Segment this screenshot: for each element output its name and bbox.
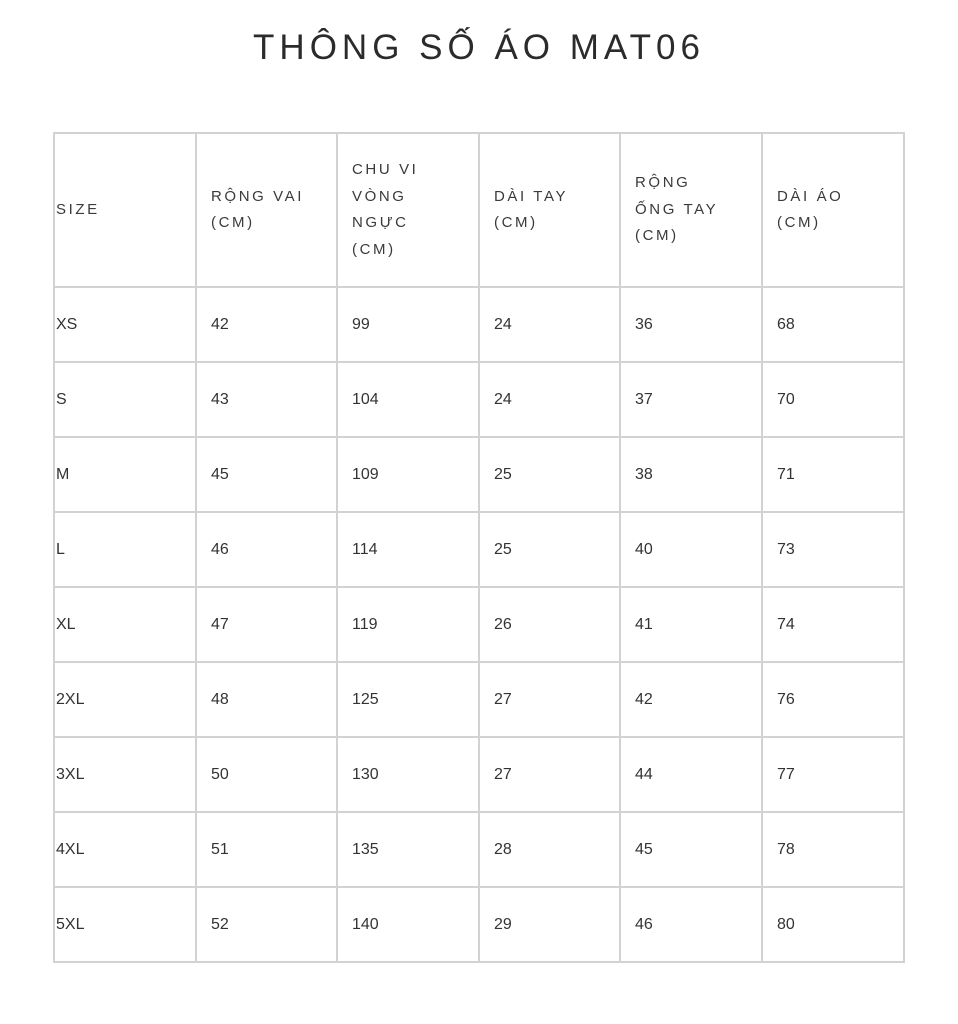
- cell-size: 3XL: [54, 737, 196, 812]
- cell-chest-circumference: 130: [337, 737, 479, 812]
- cell-shoulder-width: 48: [196, 662, 337, 737]
- cell-chest-circumference: 140: [337, 887, 479, 962]
- header-shirt-length: [762, 133, 904, 287]
- cell-chest-circumference: 99: [337, 287, 479, 362]
- cell-sleeve-length: 24: [479, 287, 620, 362]
- header-line: (CM): [352, 240, 396, 258]
- cell-chest-circumference: 135: [337, 812, 479, 887]
- cell-shoulder-width: 43: [196, 362, 337, 437]
- cell-shirt-length: 73: [762, 512, 904, 587]
- cell-size: 4XL: [54, 812, 196, 887]
- cell-size: L: [54, 512, 196, 587]
- cell-sleeve-length: 27: [479, 662, 620, 737]
- cell-shirt-length: 76: [762, 662, 904, 737]
- table-row: [54, 887, 904, 962]
- table-row: [54, 362, 904, 437]
- table-row: [54, 662, 904, 737]
- cell-size: XS: [54, 287, 196, 362]
- table-row: [54, 812, 904, 887]
- cell-chest-circumference: 114: [337, 512, 479, 587]
- cell-sleeve-length: 25: [479, 512, 620, 587]
- cell-sleeve-width: 45: [620, 812, 762, 887]
- cell-size: M: [54, 437, 196, 512]
- cell-shirt-length: 78: [762, 812, 904, 887]
- size-chart-table: [53, 132, 905, 963]
- cell-shoulder-width: 42: [196, 287, 337, 362]
- header-line: VÒNG: [352, 187, 407, 205]
- cell-chest-circumference: 125: [337, 662, 479, 737]
- cell-size: 2XL: [54, 662, 196, 737]
- cell-shirt-length: 70: [762, 362, 904, 437]
- cell-shoulder-width: 52: [196, 887, 337, 962]
- cell-shirt-length: 71: [762, 437, 904, 512]
- header-chest-circumference: [337, 133, 479, 287]
- header-line: (CM): [777, 214, 821, 231]
- header-line: RỘNG: [635, 174, 691, 192]
- cell-shirt-length: 74: [762, 587, 904, 662]
- cell-size: XL: [54, 587, 196, 662]
- cell-sleeve-width: 37: [620, 362, 762, 437]
- cell-sleeve-length: 28: [479, 812, 620, 887]
- cell-shirt-length: 68: [762, 287, 904, 362]
- cell-sleeve-length: 25: [479, 437, 620, 512]
- cell-sleeve-length: 26: [479, 587, 620, 662]
- cell-size: S: [54, 362, 196, 437]
- header-line: CHU VI: [352, 161, 419, 178]
- table-row: [54, 287, 904, 362]
- cell-chest-circumference: 109: [337, 437, 479, 512]
- header-line: (CM): [494, 214, 538, 231]
- header-line: (CM): [211, 214, 255, 231]
- cell-sleeve-width: 42: [620, 662, 762, 737]
- header-line: RỘNG VAI: [211, 187, 305, 205]
- cell-sleeve-width: 40: [620, 512, 762, 587]
- header-line: DÀI TAY: [494, 187, 569, 205]
- header-line: ỐNG TAY: [635, 200, 719, 218]
- header-line: (CM): [635, 227, 679, 245]
- cell-sleeve-length: 24: [479, 362, 620, 437]
- header-line: NGỰC: [352, 214, 409, 231]
- cell-shoulder-width: 46: [196, 512, 337, 587]
- cell-shoulder-width: 45: [196, 437, 337, 512]
- cell-sleeve-length: 29: [479, 887, 620, 962]
- cell-chest-circumference: 119: [337, 587, 479, 662]
- header-sleeve-width: [620, 133, 762, 287]
- header-shoulder-width: [196, 133, 337, 287]
- cell-shoulder-width: 47: [196, 587, 337, 662]
- cell-sleeve-width: 36: [620, 287, 762, 362]
- cell-sleeve-width: 46: [620, 887, 762, 962]
- table-row: [54, 437, 904, 512]
- cell-shirt-length: 77: [762, 737, 904, 812]
- cell-shoulder-width: 51: [196, 812, 337, 887]
- cell-sleeve-width: 41: [620, 587, 762, 662]
- cell-sleeve-width: 44: [620, 737, 762, 812]
- header-sleeve-length: [479, 133, 620, 287]
- table-row: [54, 737, 904, 812]
- page-title: THÔNG SỐ ÁO MAT06: [253, 28, 705, 67]
- header-size: [54, 133, 196, 287]
- table-row: [54, 587, 904, 662]
- cell-size: 5XL: [54, 887, 196, 962]
- header-line: DÀI ÁO: [777, 187, 844, 205]
- cell-sleeve-length: 27: [479, 737, 620, 812]
- header-line: SIZE: [56, 200, 100, 218]
- cell-shirt-length: 80: [762, 887, 904, 962]
- table-header-row: [54, 133, 904, 287]
- table-row: [54, 512, 904, 587]
- cell-shoulder-width: 50: [196, 737, 337, 812]
- cell-chest-circumference: 104: [337, 362, 479, 437]
- cell-sleeve-width: 38: [620, 437, 762, 512]
